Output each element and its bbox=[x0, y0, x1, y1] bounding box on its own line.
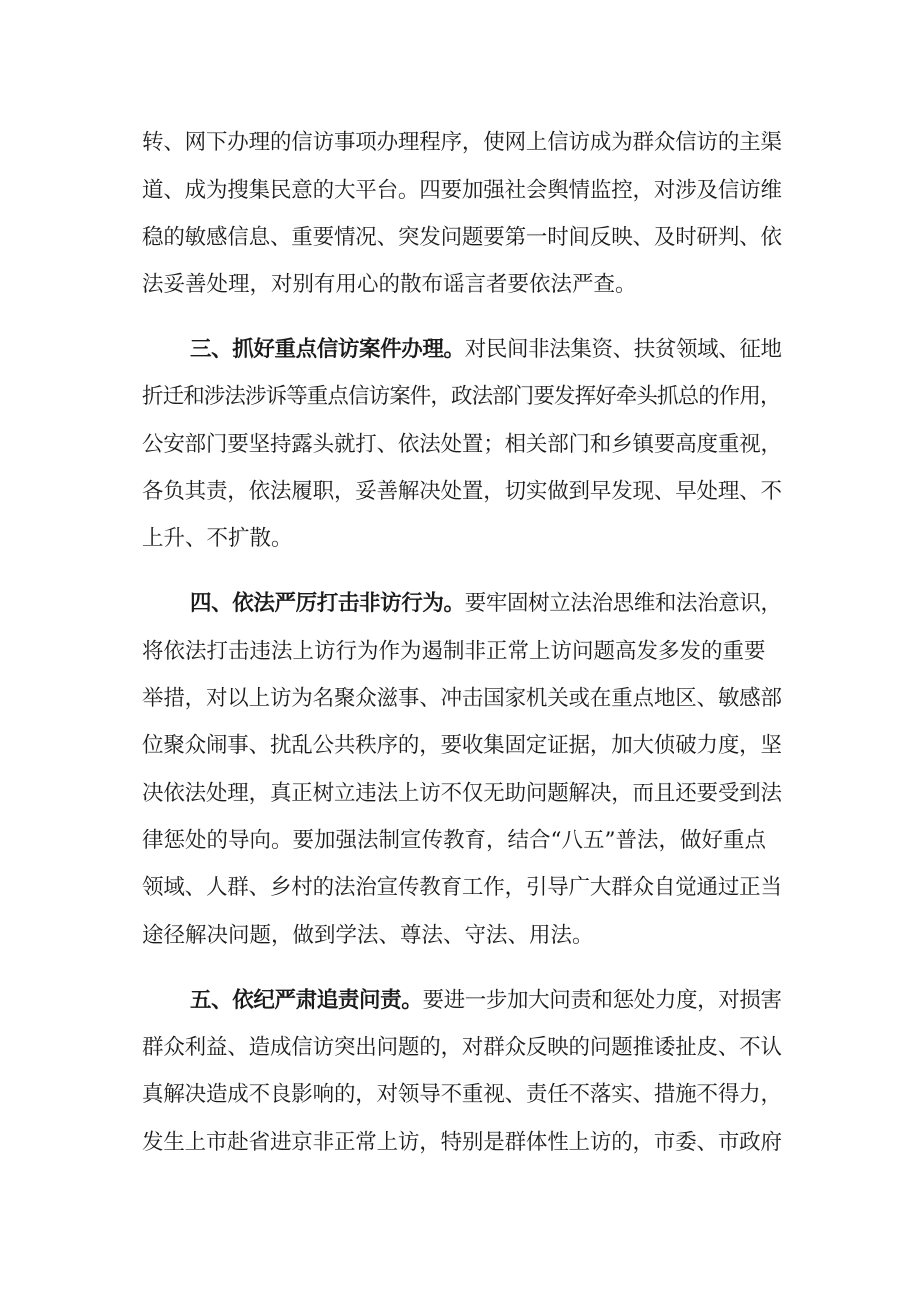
text-line: 上升、不扩散。 bbox=[142, 526, 293, 551]
text-line: 折迁和涉法涉诉等重点信访案件，政法部门要发挥好牵头抓总的作用， bbox=[142, 384, 781, 409]
paragraph-first-line bbox=[190, 984, 782, 1018]
section-heading: 四、依法严厉打击非访行为。 bbox=[190, 591, 465, 616]
text-line: 律惩处的导向。要加强法制宣传教育，结合“八五”普法，做好重点 bbox=[142, 828, 766, 853]
text-line: 各负其责，依法履职，妥善解决处置，切实做到早发现、早处理、不 bbox=[142, 479, 782, 504]
text-line: 途径解决问题，做到学法、尊法、守法、用法。 bbox=[142, 923, 594, 948]
text-line: 决依法处理，真正树立违法上访不仅无助问题解决，而且还要受到法 bbox=[142, 781, 782, 806]
text-line: 真解决造成不良影响的，对领导不重视、责任不落实、措施不得力， bbox=[142, 1082, 782, 1107]
section-heading: 五、依纪严肃追责问责。 bbox=[190, 988, 423, 1013]
paragraph-first-line bbox=[190, 587, 782, 621]
section-heading: 三、抓好重点信访案件办理。 bbox=[190, 337, 465, 362]
text-line: 群众利益、造成信访突出问题的，对群众反映的问题推诿扯皮、不认 bbox=[142, 1035, 782, 1060]
text-line: 转、网下办理的信访事项办理程序，使网上信访成为群众信访的主渠 bbox=[142, 130, 782, 155]
text-line: 举措，对以上访为名聚众滋事、冲击国家机关或在重点地区、敏感部 bbox=[142, 686, 782, 711]
text-line: 位聚众闹事、扰乱公共秩序的，要收集固定证据，加大侦破力度，坚 bbox=[142, 733, 782, 758]
text-segment: 要进一步加大问责和惩处力度，对损害 bbox=[422, 988, 782, 1013]
text-line: 发生上市赴省进京非正常上访，特别是群体性上访的，市委、市政府 bbox=[142, 1130, 782, 1155]
text-segment: 对民间非法集资、扶贫领域、征地 bbox=[464, 337, 782, 362]
text-line: 法妥善处理，对别有用心的散布谣言者要依法严查。 bbox=[142, 272, 637, 297]
text-line: 道、成为搜集民意的大平台。四要加强社会舆情监控，对涉及信访维 bbox=[142, 178, 782, 203]
text-line: 公安部门要坚持露头就打、依法处置；相关部门和乡镇要高度重视， bbox=[142, 432, 782, 457]
paragraph-first-line bbox=[190, 333, 782, 367]
text-line: 领域、人群、乡村的法治宣传教育工作，引导广大群众自觉通过正当 bbox=[142, 875, 782, 900]
text-segment: 要牢固树立法治思维和法治意识， bbox=[464, 591, 782, 616]
text-line: 稳的敏感信息、重要情况、突发问题要第一时间反映、及时研判、依 bbox=[142, 225, 782, 250]
text-line: 将依法打击违法上访行为作为遏制非正常上访问题高发多发的重要 bbox=[142, 639, 766, 664]
